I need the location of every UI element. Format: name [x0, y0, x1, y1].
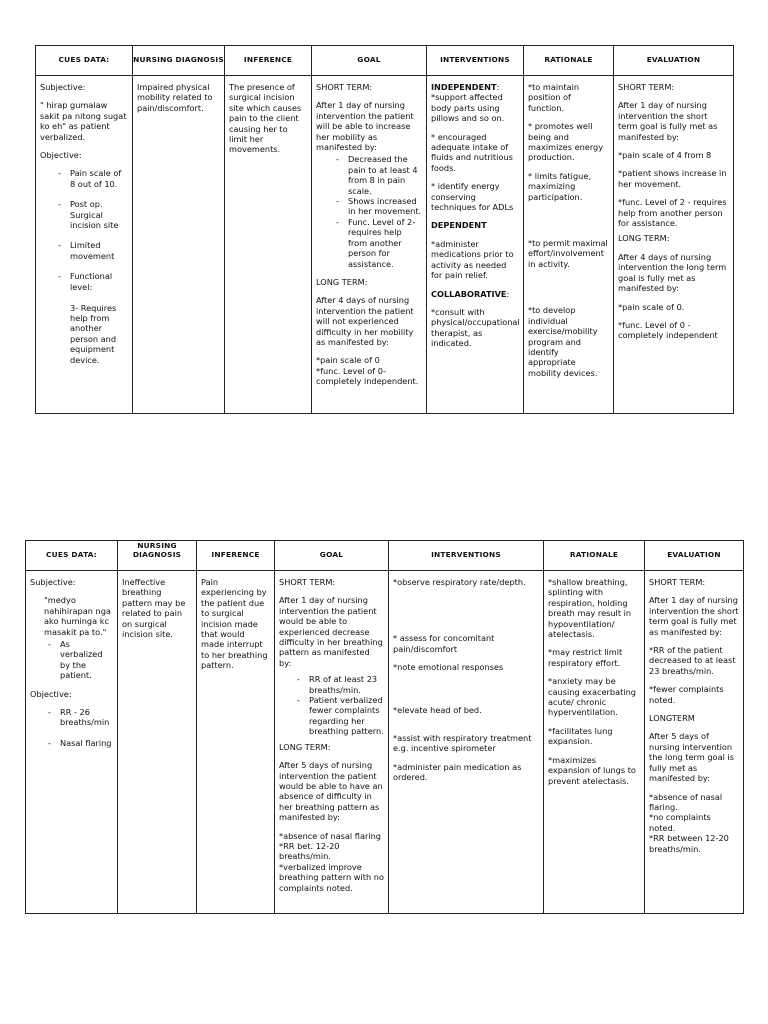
short-term-label: SHORT TERM: [649, 577, 706, 587]
inference-text: The presence of surgical incision site which causes pain to the client causing her to limit her movements. [229, 82, 302, 155]
evaluation-item: *func. Level of 2 - requires help from another person for assistance. [618, 197, 727, 229]
independent-label: INDEPENDENT [431, 82, 497, 92]
inference-cell [225, 76, 312, 414]
short-term-evaluation: After 1 day of nursing intervention the short term goal is fully met as manifested by: [618, 100, 718, 142]
long-term-evaluation: After 5 days of nursing intervention the long term goal is fully met as manifested by: [649, 731, 735, 784]
intervention-item: * encouraged adequate intake of fluids and nutritious foods. [431, 131, 513, 173]
header-goal: GOAL [312, 46, 427, 76]
short-term-goal: After 1 day of nursing intervention the patient will be able to increase her mobility as manifested by: [316, 100, 414, 153]
independent-colon: : [496, 82, 500, 92]
long-term-goal: After 4 days of nursing intervention the patient will not experienced difficulty in her mobility as manifested by: [316, 295, 414, 347]
evaluation-item: *RR of the patient decreased to at least 23 breaths/min. [649, 645, 736, 676]
long-term-criteria: *absence of nasal flaring. *no complaints noted. *RR between 12-20 breaths/min. [649, 791, 729, 854]
list-item: - Patient verbalized fewer complaints regarding her breathing pattern. [309, 695, 384, 737]
list-item: - Shows increased in her movement. [348, 196, 422, 217]
care-plan-table-breathing [25, 540, 744, 914]
header-rationale: RATIONALE [544, 541, 645, 571]
short-term-goal: After 1 day of nursing intervention the patient would be able to experienced decrease difficulty in her breathing pattern as manifested by: [279, 595, 383, 668]
intervention-item: *note emotional responses [393, 662, 504, 673]
intervention-item: *observe respiratory rate/depth. [393, 577, 526, 587]
table-header-row [26, 541, 744, 571]
header-goal: GOAL [275, 541, 389, 571]
dependent-label: DEPENDENT [431, 220, 487, 231]
long-term-label: LONG TERM: [316, 276, 368, 287]
rationale-item: *facilitates lung expansion. [548, 725, 613, 747]
rationale-item: *maximizes expansion of lungs to prevent atelectasis. [548, 754, 636, 786]
list-item: - As verbalized by the patient. [60, 639, 113, 681]
rationale-item: * limits fatigue, maximizing participation. [528, 170, 591, 202]
list-item: - Functional level: 3- Requires help from another person and equipment device. [70, 271, 128, 365]
long-term-evaluation: After 4 days of nursing intervention the long term goal is fully met as manifested by: [618, 251, 727, 294]
rationale-cell [544, 571, 645, 914]
list-item: - Pain scale of 8 out of 10. [70, 168, 128, 189]
evaluation-item: *pain scale of 4 from 8 [618, 150, 712, 161]
header-evaluation: EVALUATION [645, 541, 744, 571]
long-term-label: LONG TERM: [618, 233, 670, 244]
evaluation-item: *func. Level of 0 - completely independent [618, 319, 718, 341]
short-term-label: SHORT TERM: [316, 82, 373, 92]
diagnosis-text: Ineffective breathing pattern may be related to pain on surgical incision site. [122, 577, 186, 640]
list-item: - RR of at least 23 breaths/min. [309, 674, 384, 695]
inference-cell [197, 571, 275, 914]
rationale-cell [524, 76, 614, 414]
header-interventions: INTERVENTIONS [389, 541, 544, 571]
rationale-item: *to maintain position of function. [528, 82, 580, 113]
intervention-item: *administer medications prior to activity as needed for pain relief. [431, 238, 514, 281]
interventions-cell [427, 76, 524, 414]
collaborative-label: COLLABORATIVE [431, 288, 507, 299]
evaluation-item: *fewer complaints noted. [649, 684, 724, 705]
collaborative-colon: : [506, 288, 510, 299]
header-inference: INFERENCE [225, 46, 312, 76]
long-term-criteria: *absence of nasal flaring *RR bet. 12-20 breaths/min. *verbalized improve breathing pattern with no complaints noted. [279, 830, 384, 893]
rationale-item: *to develop individual exercise/mobility program and identify appropriate mobility devices. [528, 305, 598, 378]
subjective-quote: "medyo nahihirapan nga ako huminga kc masakit pa to." [44, 595, 111, 637]
rationale-item: *may restrict limit respiratory effort. [548, 647, 623, 668]
long-term-goal: After 5 days of nursing intervention the patient would be able to have an absence of difficulty in her breathing pattern as manifested by: [279, 760, 383, 823]
list-item: - Post op. Surgical incision site [70, 199, 128, 230]
list-item: - Limited movement [70, 240, 128, 261]
care-plan-table-mobility [35, 45, 734, 414]
header-inference: INFERENCE [197, 541, 275, 571]
list-item: - RR - 26 breaths/min [60, 707, 113, 728]
header-cues: CUES DATA: [36, 46, 133, 76]
diagnosis-cell [133, 76, 225, 414]
short-term-label: SHORT TERM: [279, 577, 336, 587]
list-item: - Decreased the pain to at least 4 from 8 in pain scale. [348, 154, 422, 196]
diagnosis-cell [118, 571, 197, 914]
cues-cell [26, 571, 118, 914]
intervention-item: *elevate head of bed. [393, 704, 482, 715]
header-rationale: RATIONALE [524, 46, 614, 76]
short-term-label: SHORT TERM: [618, 82, 675, 92]
table-row [36, 76, 734, 414]
evaluation-cell [645, 571, 744, 914]
objective-label: Objective: [40, 150, 82, 161]
intervention-item: *assist with respiratory treatment e.g. incentive spirometer [393, 733, 532, 754]
evaluation-item: *pain scale of 0. [618, 301, 685, 312]
rationale-item: * promotes well being and maximizes energy production. [528, 121, 604, 163]
rationale-item: *to permit maximal effort/involvement in activity. [528, 238, 608, 269]
header-interventions: INTERVENTIONS [427, 46, 524, 76]
rationale-item: *shallow breathing, splinting with respiration, holding breath may result in hypoventilation/ atelectasis. [548, 577, 632, 640]
subjective-quote: " hirap gumalaw sakit pa nitong sugat ko eh" as patient verbalized. [40, 100, 127, 142]
intervention-item: *administer pain medication as ordered. [393, 761, 522, 783]
table-header-row [36, 46, 734, 76]
header-evaluation: EVALUATION [614, 46, 734, 76]
cues-cell [36, 76, 133, 414]
inference-text: Pain experiencing by the patient due to surgical incision made that would made interrupt to her breathing pattern. [201, 577, 268, 671]
evaluation-cell [614, 76, 734, 414]
subjective-label: Subjective: [40, 82, 86, 92]
short-term-evaluation: After 1 day of nursing intervention the short term goal is fully met as manifested by: [649, 595, 739, 637]
long-term-label: LONG TERM: [279, 741, 331, 752]
intervention-item: *support affected body parts using pillows and so on. [431, 92, 505, 124]
objective-label: Objective: [30, 688, 72, 699]
intervention-item: * assess for concomitant pain/discomfort [393, 633, 495, 654]
diagnosis-text: Impaired physical mobility related to pain/discomfort. [137, 82, 213, 113]
subjective-label: Subjective: [30, 577, 76, 587]
intervention-item: *consult with physical/occupational therapist, as indicated. [431, 306, 520, 349]
list-item: - Nasal flaring [60, 738, 113, 748]
interventions-cell [389, 571, 544, 914]
evaluation-item: *patient shows increase in her movement. [618, 168, 727, 189]
goal-cell [275, 571, 389, 914]
list-item: - Func. Level of 2- requires help from another person for assistance. [348, 217, 422, 269]
long-term-label: LONGTERM [649, 713, 695, 724]
long-term-criteria: *pain scale of 0 *func. Level of 0- completely independent. [316, 355, 419, 387]
header-diagnosis: NURSING DIAGNOSIS [133, 46, 225, 76]
header-diagnosis: NURSING DIAGNOSIS [118, 541, 197, 571]
table-row [26, 571, 744, 914]
intervention-item: * identify energy conserving techniques for ADLs [431, 181, 514, 213]
rationale-item: *anxiety may be causing exacerbating acute/ chronic hyperventilation. [548, 676, 636, 718]
goal-cell [312, 76, 427, 414]
header-cues: CUES DATA: [26, 541, 118, 571]
